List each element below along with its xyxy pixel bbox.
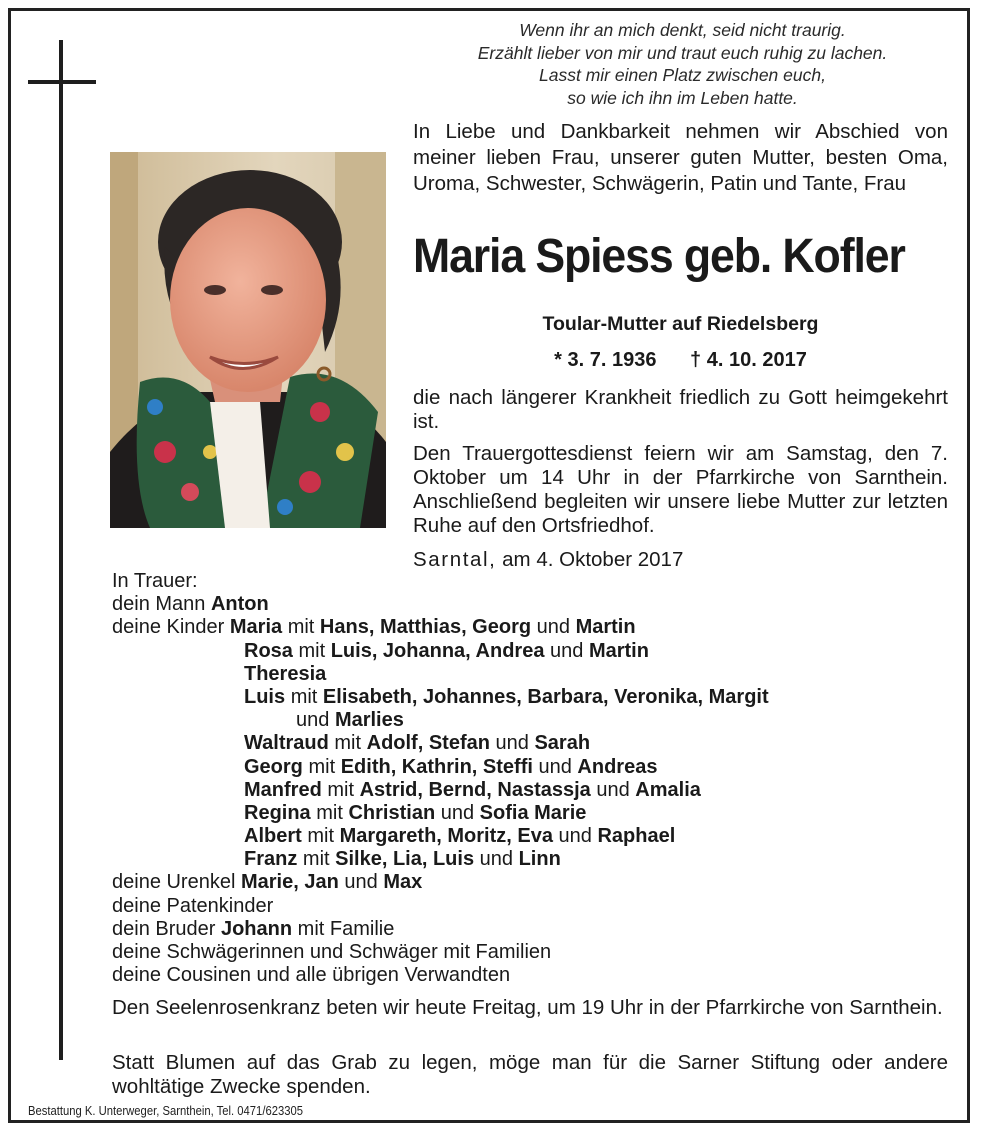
list-item: deine Kinder Maria mit Hans, Matthias, Georg und Martin — [112, 616, 636, 639]
list-item: Waltraud mit Adolf, Stefan und Sarah — [244, 732, 591, 755]
list-item: deine Urenkel Marie, Jan und Max — [112, 871, 423, 894]
intro-text: In Liebe und Dankbarkeit nehmen wir Abschied von meiner lieben Frau, unserer guten Mutter, besten Oma, Uroma, Schwester, Schwägerin, Patin und Tante, Frau — [413, 120, 948, 195]
life-dates — [413, 349, 948, 372]
passing-text: die nach längerer Krankheit friedlich zu Gott heimgekehrt ist. — [413, 386, 948, 433]
place-date — [413, 548, 683, 572]
cross-icon-vertical — [59, 40, 63, 1060]
service-text: Den Trauergottesdienst feiern wir am Samstag, den 7. Oktober um 14 Uhr in der Pfarrkirche von Sarnthein. Anschließend begleiten wir unsere liebe Mutter zur letzten Ruhe auf den Ortsfriedhof. — [413, 442, 948, 537]
list-item: dein Bruder Johann mit Familie — [112, 917, 395, 940]
death-date: † 4. 10. 2017 — [690, 349, 807, 371]
place-name: Sarntal, — [413, 548, 497, 571]
mourners-heading: In Trauer: — [112, 570, 198, 592]
flowers-text: Statt Blumen auf das Grab zu legen, möge man für die Sarner Stiftung oder andere wohltätige Zwecke spenden. — [112, 1051, 948, 1098]
poem-line: so wie ich ihn im Leben hatte. — [567, 87, 798, 108]
list-item: deine Cousinen und alle übrigen Verwandten — [112, 964, 511, 987]
list-item: deine Patenkinder — [112, 894, 274, 917]
list-item: Theresia — [244, 662, 327, 685]
list-item: Albert mit Margareth, Moritz, Eva und Raphael — [244, 825, 676, 848]
rosary-text: Den Seelenrosenkranz beten wir heute Freitag, um 19 Uhr in der Pfarrkirche von Sarnthein. — [112, 996, 943, 1019]
place-date-text: am 4. Oktober 2017 — [502, 548, 684, 571]
deceased-name: Maria Spiess geb. Kofler — [413, 230, 905, 283]
poem-line: Wenn ihr an mich denkt, seid nicht traurig. — [519, 20, 846, 40]
cross-icon-horizontal — [28, 80, 96, 84]
funeral-home-footer: Bestattung K. Unterweger, Sarnthein, Tel. 0471/623305 — [28, 1104, 303, 1118]
list-item: Georg mit Edith, Kathrin, Steffi und Andreas — [244, 755, 658, 778]
list-item: Franz mit Silke, Lia, Luis und Linn — [244, 848, 561, 871]
birth-date: * 3. 7. 1936 — [554, 349, 657, 371]
portrait-illustration — [110, 152, 386, 528]
poem-line: Erzählt lieber von mir und traut euch ruhig zu lachen. — [477, 42, 888, 63]
subtitle: Toular-Mutter auf Riedelsberg — [542, 313, 819, 335]
list-item: Manfred mit Astrid, Bernd, Nastassja und Amalia — [244, 778, 701, 801]
list-item: deine Schwägerinnen und Schwäger mit Familien — [112, 941, 552, 963]
mourners-list — [112, 570, 962, 987]
list-item: Luis mit Elisabeth, Johannes, Barbara, Veronika, Margit — [244, 685, 769, 708]
list-item: Regina mit Christian und Sofia Marie — [244, 801, 587, 824]
list-item: dein Mann Anton — [112, 593, 269, 616]
poem-line: Lasst mir einen Platz zwischen euch, — [539, 65, 826, 85]
portrait-photo — [110, 152, 386, 528]
list-item: Rosa mit Luis, Johanna, Andrea und Martin — [244, 639, 649, 662]
poem — [395, 19, 970, 109]
list-item: und Marlies — [296, 709, 404, 732]
